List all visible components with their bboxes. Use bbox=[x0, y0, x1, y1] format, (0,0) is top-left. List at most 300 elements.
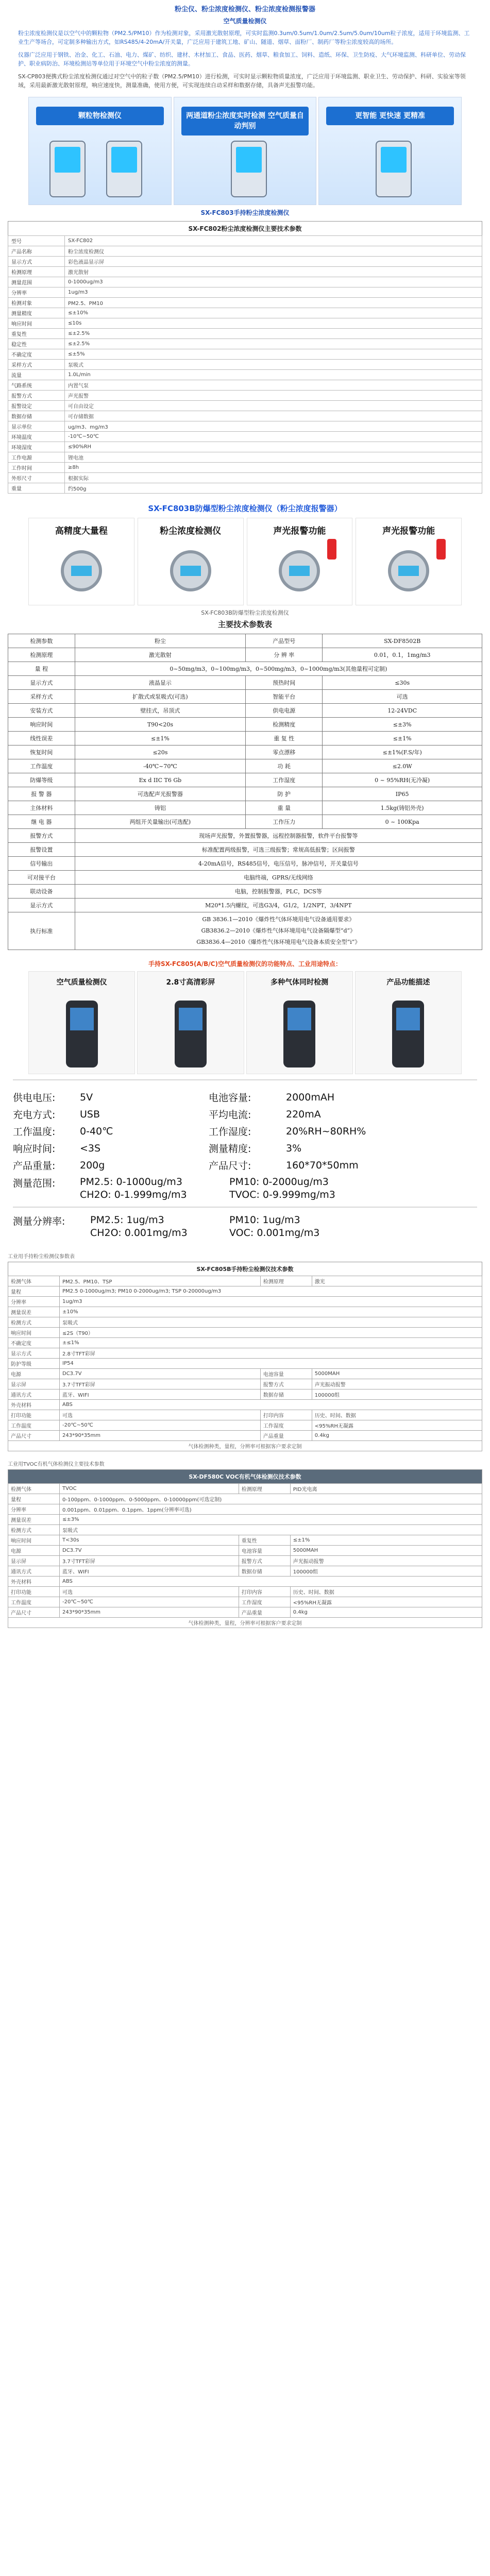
table-row bbox=[8, 1286, 482, 1297]
table5-caption: 工业用TVOC有机气体检测仪主要技术参数 bbox=[8, 1462, 105, 1467]
table-cell: 产品尺寸 bbox=[8, 1607, 60, 1618]
spec-label: 产品尺寸: bbox=[209, 1160, 251, 1172]
spec-value: PM2.5: 1ug/m3 bbox=[90, 1214, 164, 1226]
table-cell: 外壳材料 bbox=[8, 1577, 60, 1587]
handheld-device-image bbox=[376, 141, 412, 197]
table-cell: 检测原理 bbox=[260, 1276, 312, 1286]
table-cell: 电池容量 bbox=[239, 1546, 290, 1556]
table-row bbox=[8, 1535, 482, 1546]
table-cell: 1.5kg(铸铝外壳) bbox=[323, 801, 482, 815]
table-cell: PM2.5、PM10、TSP bbox=[60, 1276, 261, 1286]
table-cell: 100000组 bbox=[290, 1566, 482, 1577]
table-cell: 可选 bbox=[60, 1587, 239, 1597]
table-cell: 响应时间 bbox=[8, 1328, 60, 1338]
table-row bbox=[8, 236, 482, 246]
table-row bbox=[8, 1297, 482, 1307]
table-cell: 检测原理 bbox=[239, 1484, 290, 1494]
detector-image bbox=[279, 550, 320, 591]
table-cell: 显示单位 bbox=[8, 421, 65, 432]
spec-value: VOC: 0.001mg/m3 bbox=[229, 1227, 320, 1239]
table-cell: 预热时间 bbox=[246, 676, 323, 690]
spec-value: USB bbox=[80, 1108, 100, 1120]
table-cell: 检测方式 bbox=[8, 1317, 60, 1328]
table-cell: ≤20s bbox=[75, 745, 246, 759]
standard-line: GB3836.4—2010《爆炸性气体环境用电气设备本质安全型“i”》 bbox=[196, 939, 361, 945]
table-cell: 0.4kg bbox=[312, 1431, 482, 1441]
table-row bbox=[8, 1566, 482, 1577]
table-row bbox=[8, 676, 482, 690]
intro-paragraph: 粉尘浓度检测仪是以空气中的颗粒物（PM2.5/PM10）作为检测对象，采用激光散射原理，可实时监测0.3um/0.5um/1.0um/2.5um/5.0um/10um粒子浓度，适用于环境监测、工业生产等场合，可定制多种输出方式，如RS485/4-20mA/开关量，广泛应用于建筑工地、矿山、隧道、烟草、面粉厂、制药厂等粉尘浓度较高的场所。 bbox=[18, 30, 470, 45]
table-cell: 稳定性 bbox=[8, 339, 65, 349]
big-spec-row bbox=[13, 1106, 477, 1123]
table-row bbox=[8, 1410, 482, 1420]
handheld-label: 多种气体同时检测 bbox=[271, 978, 329, 987]
spec-value: 2000mAH bbox=[286, 1091, 335, 1103]
table-cell: 重 复 性 bbox=[246, 732, 323, 745]
table-cell: Ex d IIC T6 Gb bbox=[75, 773, 246, 787]
table-row bbox=[8, 298, 482, 308]
table5 bbox=[8, 1483, 482, 1628]
table-cell: 可选 bbox=[60, 1410, 261, 1420]
table-cell: 声光报警 bbox=[65, 391, 482, 401]
table-cell: 型号 bbox=[8, 236, 65, 246]
table-cell: 数据存储 bbox=[8, 411, 65, 421]
table-cell: 3.7寸TFT彩屏 bbox=[60, 1556, 239, 1566]
table-row bbox=[8, 1307, 482, 1317]
handheld-device-image bbox=[392, 1001, 424, 1067]
detector-card bbox=[356, 518, 462, 605]
main-spec-table bbox=[8, 634, 482, 950]
table-row bbox=[8, 899, 482, 912]
table-cell: 打印内容 bbox=[239, 1587, 290, 1597]
hero-banner: 颗粒物检测仪 bbox=[36, 107, 164, 125]
table-row bbox=[8, 843, 482, 857]
table-row bbox=[8, 704, 482, 718]
table-cell: 约500g bbox=[65, 483, 482, 494]
table-row bbox=[8, 718, 482, 732]
table-cell: 产品名称 bbox=[8, 246, 65, 257]
table-row bbox=[8, 829, 482, 843]
table-row bbox=[8, 308, 482, 318]
table-cell: ≤±2.5% bbox=[65, 339, 482, 349]
table-row bbox=[8, 287, 482, 298]
table-row bbox=[8, 1556, 482, 1566]
table-cell: 测量范围 bbox=[8, 277, 65, 287]
table-cell: 产品重量 bbox=[260, 1431, 312, 1441]
table-cell: 电脑，控制报警器，PLC，DCS等 bbox=[75, 885, 482, 899]
table4-title: SX-FC805B手持粉尘检测仪技术参数 bbox=[8, 1262, 482, 1276]
table-cell: 1ug/m3 bbox=[65, 287, 482, 298]
table-cell: 通讯方式 bbox=[8, 1389, 60, 1400]
detector-label: 声光报警功能 bbox=[382, 526, 435, 536]
table4 bbox=[8, 1276, 482, 1451]
table-row bbox=[8, 483, 482, 494]
table-cell: 泵吸式 bbox=[60, 1317, 482, 1328]
handheld-label: 空气质量检测仪 bbox=[56, 978, 107, 987]
intro-paragraph: SX-CP803便携式粉尘浓度检测仪通过对空气中的粒子数（PM2.5/PM10）进行检测，可实时显示颗粒物质量浓度，广泛应用于环境监测、职业卫生、劳动保护、科研、实验室等领域，采用最新激光散射原理，响应速度快，测量准确，使用方便，可实现连续自动采样和数据存储，具备声光报警功能。 bbox=[18, 73, 466, 89]
table-row bbox=[8, 912, 482, 950]
table-row bbox=[8, 815, 482, 829]
spec-value: TVOC: 0-9.999mg/m3 bbox=[229, 1189, 335, 1200]
table-cell: ug/m3、mg/m3 bbox=[65, 421, 482, 432]
table-cell: PID光电离 bbox=[290, 1484, 482, 1494]
spec-label: 产品重量: bbox=[13, 1160, 56, 1172]
table-row bbox=[8, 432, 482, 442]
table-cell: 3.7寸TFT彩屏 bbox=[60, 1379, 261, 1389]
table-cell: ABS bbox=[60, 1577, 482, 1587]
table-cell: 工作压力 bbox=[246, 815, 323, 829]
intro-title: 粉尘仪、粉尘浓度检测仪、粉尘浓度检测报警器 bbox=[174, 6, 315, 13]
table-cell: 标准配置两级报警，可选三级报警；常规高低报警；区间报警 bbox=[75, 843, 482, 857]
table-cell: 量程 bbox=[8, 1494, 60, 1504]
table-cell: 分辨率 bbox=[8, 1297, 60, 1307]
spec-value: 220mA bbox=[286, 1108, 321, 1120]
table-cell: ≤90%RH bbox=[65, 442, 482, 452]
table-cell: 显示方式 bbox=[8, 899, 75, 912]
intro-paragraph: 仪器广泛应用于钢铁、冶金、化工、石油、电力、煤矿、纺织、建材、木材加工、食品、医药、烟草、粮食加工、饲料、造纸、环保、卫生防疫、大气环境监测、科研单位、劳动保护、职业病防治、环境检测站等单位用于环境空气中粉尘浓度的测量。 bbox=[18, 52, 466, 67]
table-cell: 分 辨 率 bbox=[246, 648, 323, 662]
table-cell: 激光散射 bbox=[75, 648, 246, 662]
table-row bbox=[8, 1525, 482, 1535]
standard-line: GB 3836.1—2010《爆炸性气体环境用电气设备通用要求》 bbox=[202, 916, 355, 923]
table-cell: 可存储数据 bbox=[65, 411, 482, 421]
hero-caption: SX-FC803手持粉尘浓度检测仪 bbox=[200, 209, 290, 216]
table-cell: 工作温度 bbox=[8, 759, 75, 773]
handheld-device-image bbox=[231, 141, 267, 197]
table-row bbox=[8, 349, 482, 360]
table-cell: IP65 bbox=[323, 787, 482, 801]
detector-image bbox=[170, 550, 211, 591]
spec-value: PM10: 0-2000ug/m3 bbox=[229, 1176, 329, 1188]
big-spec-block bbox=[13, 1079, 477, 1241]
table-cell: ≤±5% bbox=[65, 349, 482, 360]
spec-label: 充电方式: bbox=[13, 1109, 56, 1121]
table-cell: 重量 bbox=[8, 483, 65, 494]
big-spec-row bbox=[13, 1123, 477, 1140]
table-cell: M20*1.5内螺纹，可选G3/4，G1/2，1/2NPT，3/4NPT bbox=[75, 899, 482, 912]
table-row bbox=[8, 318, 482, 329]
table-cell: ≤±3% bbox=[323, 718, 482, 732]
table-cell: ≤±3% bbox=[60, 1515, 482, 1525]
handheld-card bbox=[246, 971, 353, 1074]
table-row bbox=[8, 1577, 482, 1587]
table-cell: ≤30s bbox=[323, 676, 482, 690]
spec-value: <3S bbox=[80, 1142, 101, 1154]
handheld-device-image bbox=[283, 1001, 315, 1067]
table-cell: 工作湿度 bbox=[239, 1597, 290, 1607]
table-cell: ≥8h bbox=[65, 463, 482, 473]
table-cell: 可选 bbox=[323, 690, 482, 704]
table-cell: 气体检测种类，量程，分辨率可根据客户要求定制 bbox=[8, 1618, 482, 1628]
table-cell: 采样方式 bbox=[8, 360, 65, 370]
table-row bbox=[8, 1441, 482, 1451]
table-cell: ≤±1% bbox=[323, 732, 482, 745]
table-cell: TVOC bbox=[60, 1484, 239, 1494]
table-cell: 环境湿度 bbox=[8, 442, 65, 452]
table-cell: 电脑终端，GPRS/无线网络 bbox=[75, 871, 482, 885]
hero-card bbox=[174, 97, 317, 205]
table-cell: 检测气体 bbox=[8, 1276, 60, 1286]
table-cell: -40℃~70℃ bbox=[75, 759, 246, 773]
table-cell: 电源 bbox=[8, 1546, 60, 1556]
table-cell: 可自由设定 bbox=[65, 401, 482, 411]
table-cell: 响应时间 bbox=[8, 318, 65, 329]
table-cell: 0-1000ug/m3 bbox=[65, 277, 482, 287]
table-cell: ≤2S（T90） bbox=[60, 1328, 482, 1338]
table-row bbox=[8, 1389, 482, 1400]
table-row bbox=[8, 1504, 482, 1515]
table-cell: 流量 bbox=[8, 370, 65, 380]
detector-card bbox=[138, 518, 244, 605]
standard-line: GB3836.2—2010《爆炸性气体环境用电气设备隔爆型“d”》 bbox=[201, 927, 356, 934]
handheld-device-image bbox=[106, 141, 142, 197]
table-cell: 工作湿度 bbox=[260, 1420, 312, 1431]
spec-value: 20%RH~80RH% bbox=[286, 1125, 366, 1137]
table-cell: 内置气泵 bbox=[65, 380, 482, 391]
hero-card bbox=[28, 97, 172, 205]
table-cell: ≤±10% bbox=[65, 308, 482, 318]
table-row bbox=[8, 277, 482, 287]
table-row bbox=[8, 732, 482, 745]
table-cell bbox=[75, 912, 482, 950]
table-cell: 通讯方式 bbox=[8, 1566, 60, 1577]
table-cell: 报警设定 bbox=[8, 401, 65, 411]
spec-value: 5V bbox=[80, 1091, 93, 1103]
table-row bbox=[8, 871, 482, 885]
table-row bbox=[8, 648, 482, 662]
table-cell: 执行标准 bbox=[8, 912, 75, 950]
table-cell: 0~50mg/m3，0~100mg/m3，0~500mg/m3，0~1000mg/m3(其他量程可定制) bbox=[75, 662, 482, 676]
table-cell: 外形尺寸 bbox=[8, 473, 65, 483]
table-cell: 产品重量 bbox=[239, 1607, 290, 1618]
divider bbox=[13, 1079, 477, 1080]
table-cell: 不确定度 bbox=[8, 1338, 60, 1348]
table-cell: 零点漂移 bbox=[246, 745, 323, 759]
table-row bbox=[8, 401, 482, 411]
section3-heading: 手持SX-FC805(A/B/C)空气质量检测仪的功能特点、工业用途特点： bbox=[148, 960, 342, 968]
hero-banner: 更智能 更快速 更精准 bbox=[326, 107, 454, 125]
table-cell: 重复性 bbox=[239, 1535, 290, 1546]
table-cell: DC3.7V bbox=[60, 1369, 261, 1379]
table-cell: 联动设备 bbox=[8, 885, 75, 899]
table-cell: 0 ~ 95%RH(无冷凝) bbox=[323, 773, 482, 787]
big-spec-row bbox=[13, 1089, 477, 1106]
table-cell: 0.001ppm、0.01ppm、0.1ppm、1ppm(分辨率可选) bbox=[60, 1504, 482, 1515]
table-cell: ≤±1%(F.S/年) bbox=[323, 745, 482, 759]
table-cell: 气体检测种类，量程，分辨率可根据客户要求定制 bbox=[8, 1441, 482, 1451]
spec-value: PM10: 1ug/m3 bbox=[229, 1214, 300, 1226]
table-row bbox=[8, 1420, 482, 1431]
table-cell: 检测对象 bbox=[8, 298, 65, 308]
table-cell: 打印内容 bbox=[260, 1410, 312, 1420]
table-cell: 重复性 bbox=[8, 329, 65, 339]
spec1-title: SX-FC802粉尘浓度检测仪主要技术参数 bbox=[8, 221, 482, 235]
spec-value: CH2O: 0-1.999mg/m3 bbox=[80, 1189, 187, 1200]
table-row bbox=[8, 339, 482, 349]
big-spec-row bbox=[13, 1157, 477, 1174]
table-cell: 1.0L/min bbox=[65, 370, 482, 380]
table-cell: 蓝牙、WIFI bbox=[60, 1566, 239, 1577]
table-cell: ≤2.0W bbox=[323, 759, 482, 773]
table-cell: 电源 bbox=[8, 1369, 60, 1379]
table-cell: 继 电 器 bbox=[8, 815, 75, 829]
table-cell: 工作湿度 bbox=[246, 773, 323, 787]
table-row bbox=[8, 1618, 482, 1628]
table-cell: 分辨率 bbox=[8, 287, 65, 298]
table4-caption: 工业用手持粉尘检测仪参数表 bbox=[8, 1254, 75, 1260]
table-cell: 外壳材料 bbox=[8, 1400, 60, 1410]
handheld-images bbox=[28, 971, 462, 1074]
spec-label: 工作温度: bbox=[13, 1126, 56, 1138]
handheld-card bbox=[28, 971, 135, 1074]
table-row bbox=[8, 1359, 482, 1369]
table-cell: 测量误差 bbox=[8, 1307, 60, 1317]
table-cell: 4-20mA信号，RS485信号，电压信号，脉冲信号，开关量信号 bbox=[75, 857, 482, 871]
table-cell: 显示方式 bbox=[8, 257, 65, 267]
handheld-device-image bbox=[66, 1001, 98, 1067]
table-cell: 报警方式 bbox=[260, 1379, 312, 1389]
table-cell: 工作温度 bbox=[8, 1420, 60, 1431]
table-cell: 打印功能 bbox=[8, 1410, 60, 1420]
spec-label: 测量范围: bbox=[13, 1178, 56, 1189]
table-cell: 243*90*35mm bbox=[60, 1431, 261, 1441]
handheld-device-image bbox=[175, 1001, 207, 1067]
table-row bbox=[8, 759, 482, 773]
table-cell: 声光振动报警 bbox=[312, 1379, 482, 1389]
handheld-label: 产品功能描述 bbox=[386, 978, 430, 987]
table-cell: 防护等级 bbox=[8, 1359, 60, 1369]
table-cell: SX-FC802 bbox=[65, 236, 482, 246]
table-cell: 检测参数 bbox=[8, 634, 75, 648]
table-row bbox=[8, 257, 482, 267]
table-cell: 报警设置 bbox=[8, 843, 75, 857]
table-row bbox=[8, 370, 482, 380]
spec-value: 3% bbox=[286, 1142, 302, 1154]
table-cell: 数据存储 bbox=[239, 1566, 290, 1577]
table-cell: 功 耗 bbox=[246, 759, 323, 773]
table-row bbox=[8, 411, 482, 421]
table-row bbox=[8, 773, 482, 787]
table-cell: T<30s bbox=[60, 1535, 239, 1546]
detector-images bbox=[28, 518, 462, 605]
detector-card bbox=[28, 518, 134, 605]
table-cell: 检测气体 bbox=[8, 1484, 60, 1494]
table-cell: T90<20s bbox=[75, 718, 246, 732]
table-row bbox=[8, 1276, 482, 1286]
table-cell: ≤±2.5% bbox=[65, 329, 482, 339]
table-cell: 壁挂式，吊顶式 bbox=[75, 704, 246, 718]
detector-label: 粉尘浓度检测仪 bbox=[160, 526, 222, 536]
alarm-light-image bbox=[436, 539, 446, 560]
table-cell: 供电电源 bbox=[246, 704, 323, 718]
hero-banner: 两通道粉尘浓度实时检测 空气质量自动判别 bbox=[181, 107, 309, 135]
table-row bbox=[8, 452, 482, 463]
table-row bbox=[8, 442, 482, 452]
table-cell: 0-100ppm、0-1000ppm、0-5000ppm、0-10000ppm(可选定制) bbox=[60, 1494, 482, 1504]
table-cell: 检测方式 bbox=[8, 1525, 60, 1535]
table-cell: 蓝牙、WIFI bbox=[60, 1389, 261, 1400]
detector-caption: SX-FC803B防爆型粉尘浓度检测仪 bbox=[201, 609, 289, 616]
table-cell: 激光 bbox=[312, 1276, 482, 1286]
table-cell: 报 警 器 bbox=[8, 787, 75, 801]
table-row bbox=[8, 463, 482, 473]
table-row bbox=[8, 1515, 482, 1525]
table-row bbox=[8, 634, 482, 648]
spec-value: CH2O: 0.001mg/m3 bbox=[90, 1227, 188, 1239]
big-spec-row bbox=[13, 1174, 477, 1202]
table-row bbox=[8, 1494, 482, 1504]
detector-card bbox=[247, 518, 353, 605]
table-cell: 扩散式或泵吸式(可选) bbox=[75, 690, 246, 704]
table-cell: -20℃~50℃ bbox=[60, 1597, 239, 1607]
table-row bbox=[8, 1369, 482, 1379]
table-cell: 液晶显示 bbox=[75, 676, 246, 690]
spec-label: 电池容量: bbox=[209, 1092, 251, 1104]
table-cell: 测量误差 bbox=[8, 1515, 60, 1525]
handheld-device-image bbox=[49, 141, 86, 197]
detector-label: 高精度大量程 bbox=[55, 526, 108, 536]
table-cell: 主体材料 bbox=[8, 801, 75, 815]
table-cell: 响应时间 bbox=[8, 1535, 60, 1546]
table-cell: 可选配声光报警器 bbox=[75, 787, 246, 801]
table-row bbox=[8, 1328, 482, 1338]
table-row bbox=[8, 1597, 482, 1607]
table-cell: 根据实际 bbox=[65, 473, 482, 483]
table-cell: 防 护 bbox=[246, 787, 323, 801]
big-spec-row bbox=[13, 1140, 477, 1157]
table-row bbox=[8, 745, 482, 759]
spec1-table bbox=[8, 235, 482, 494]
table-row bbox=[8, 1587, 482, 1597]
table-row bbox=[8, 1607, 482, 1618]
table-cell: 243*90*35mm bbox=[60, 1607, 239, 1618]
alarm-light-image bbox=[327, 539, 336, 560]
table-cell: 粉尘 bbox=[75, 634, 246, 648]
table-cell: 工作时间 bbox=[8, 463, 65, 473]
detector-label: 声光报警功能 bbox=[273, 526, 326, 536]
table-row bbox=[8, 380, 482, 391]
handheld-card bbox=[355, 971, 462, 1074]
table-cell: 显示方式 bbox=[8, 1348, 60, 1359]
handheld-card bbox=[137, 971, 244, 1074]
table-cell: 检测原理 bbox=[8, 267, 65, 277]
table-cell: 5000MAH bbox=[290, 1546, 482, 1556]
table-cell: 采样方式 bbox=[8, 690, 75, 704]
table-cell: 12-24VDC bbox=[323, 704, 482, 718]
table-row bbox=[8, 662, 482, 676]
table-row bbox=[8, 857, 482, 871]
table-cell: 铸铝 bbox=[75, 801, 246, 815]
table-cell: 打印功能 bbox=[8, 1587, 60, 1597]
table-row bbox=[8, 801, 482, 815]
table-cell: 安装方式 bbox=[8, 704, 75, 718]
table-cell: 两组开关量输出(可选配) bbox=[75, 815, 246, 829]
table-row bbox=[8, 1338, 482, 1348]
table-cell: 数据存储 bbox=[260, 1389, 312, 1400]
spec-value: 160*70*50mm bbox=[286, 1159, 359, 1171]
table-cell: 恢复时间 bbox=[8, 745, 75, 759]
table-cell: 测量精度 bbox=[8, 308, 65, 318]
table-row bbox=[8, 267, 482, 277]
table-cell: 2.8寸TFT彩屏 bbox=[60, 1348, 482, 1359]
main-table-title: 主要技术参数表 bbox=[217, 620, 272, 629]
table-cell: 粉尘浓度检测仪 bbox=[65, 246, 482, 257]
table-cell: 分辨率 bbox=[8, 1504, 60, 1515]
table-row bbox=[8, 473, 482, 483]
table-cell: ≤±1% bbox=[290, 1535, 482, 1546]
table-cell: 产品尺寸 bbox=[8, 1431, 60, 1441]
table-cell: 工作电源 bbox=[8, 452, 65, 463]
